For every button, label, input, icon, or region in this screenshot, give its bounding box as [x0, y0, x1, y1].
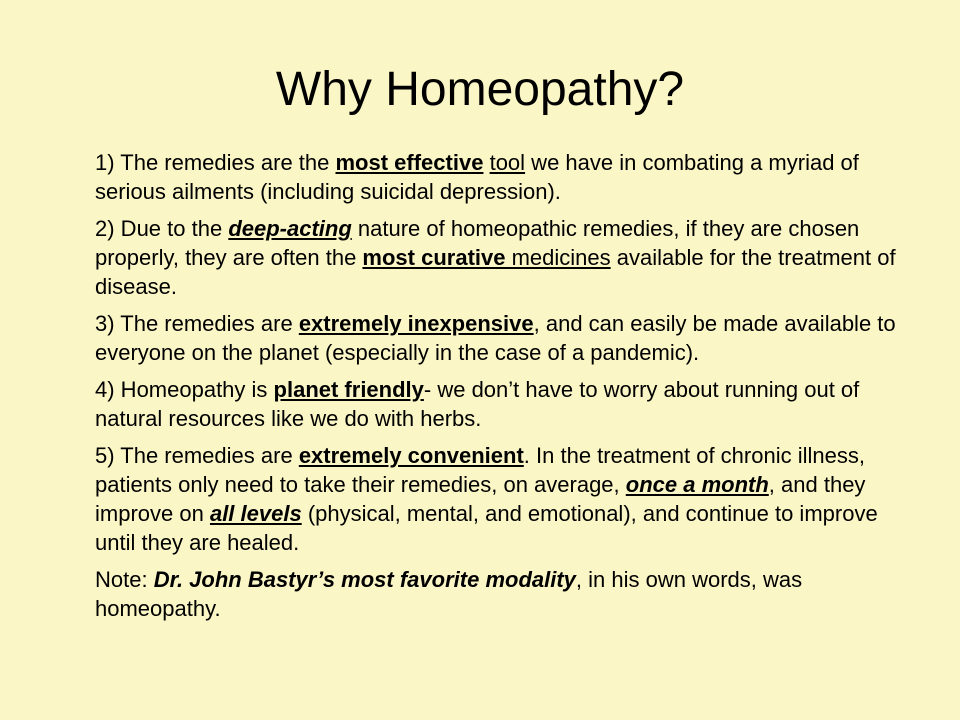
underlined-text: tool [489, 150, 526, 175]
item-number: 1) [95, 150, 115, 175]
item-number: 4) [95, 377, 115, 402]
list-item [95, 309, 915, 367]
item-text: available for the treatment of disease. [95, 245, 896, 299]
item-text: The remedies are [114, 443, 299, 468]
emphasis-text: once a month [625, 472, 769, 497]
item-number: 3) [95, 311, 115, 336]
emphasis-text: planet friendly [273, 377, 424, 402]
item-text: nature of homeopathic remedies, if they are chosen properly, they are often the [95, 216, 860, 270]
item-text: The remedies are [114, 311, 299, 336]
emphasis-text: deep-acting [228, 216, 352, 241]
emphasis-text: all levels [209, 501, 302, 526]
note [95, 565, 915, 623]
emphasis-text: extremely inexpensive [298, 311, 534, 336]
emphasis-text: Dr. John Bastyr’s most favorite modality [153, 567, 576, 592]
item-number: 2) [95, 216, 115, 241]
item-text: . In the treatment of chronic illness, patients only need to take their remedies, on average, [95, 443, 865, 497]
note-text: , in his own words, was homeopathy. [95, 567, 803, 621]
underlined-text: medicines [505, 245, 611, 270]
item-text: (physical, mental, and emotional), and continue to improve until they are healed. [95, 501, 878, 555]
note-label: Note: [95, 567, 154, 592]
item-text: - we don’t have to worry about running out of natural resources like we do with herbs. [95, 377, 860, 431]
item-text: , and can easily be made available to everyone on the planet (especially in the case of a pandemic). [95, 311, 896, 365]
list-item [95, 441, 915, 557]
slide-title: Why Homeopathy? [275, 63, 685, 116]
emphasis-text: extremely convenient [298, 443, 524, 468]
item-text: , and they improve on [95, 472, 866, 526]
list-item [95, 375, 915, 433]
emphasis-text: most curative [362, 245, 506, 270]
list-item [95, 214, 915, 301]
item-text: Due to the [114, 216, 229, 241]
slide-body [95, 148, 915, 631]
list-item [95, 148, 915, 206]
item-number: 5) [95, 443, 115, 468]
item-text: The remedies are the [114, 150, 336, 175]
emphasis-text: most effective [335, 150, 484, 175]
item-text: we have in combating a myriad of serious ailments (including suicidal depression). [95, 150, 859, 204]
item-text: Homeopathy is [114, 377, 274, 402]
